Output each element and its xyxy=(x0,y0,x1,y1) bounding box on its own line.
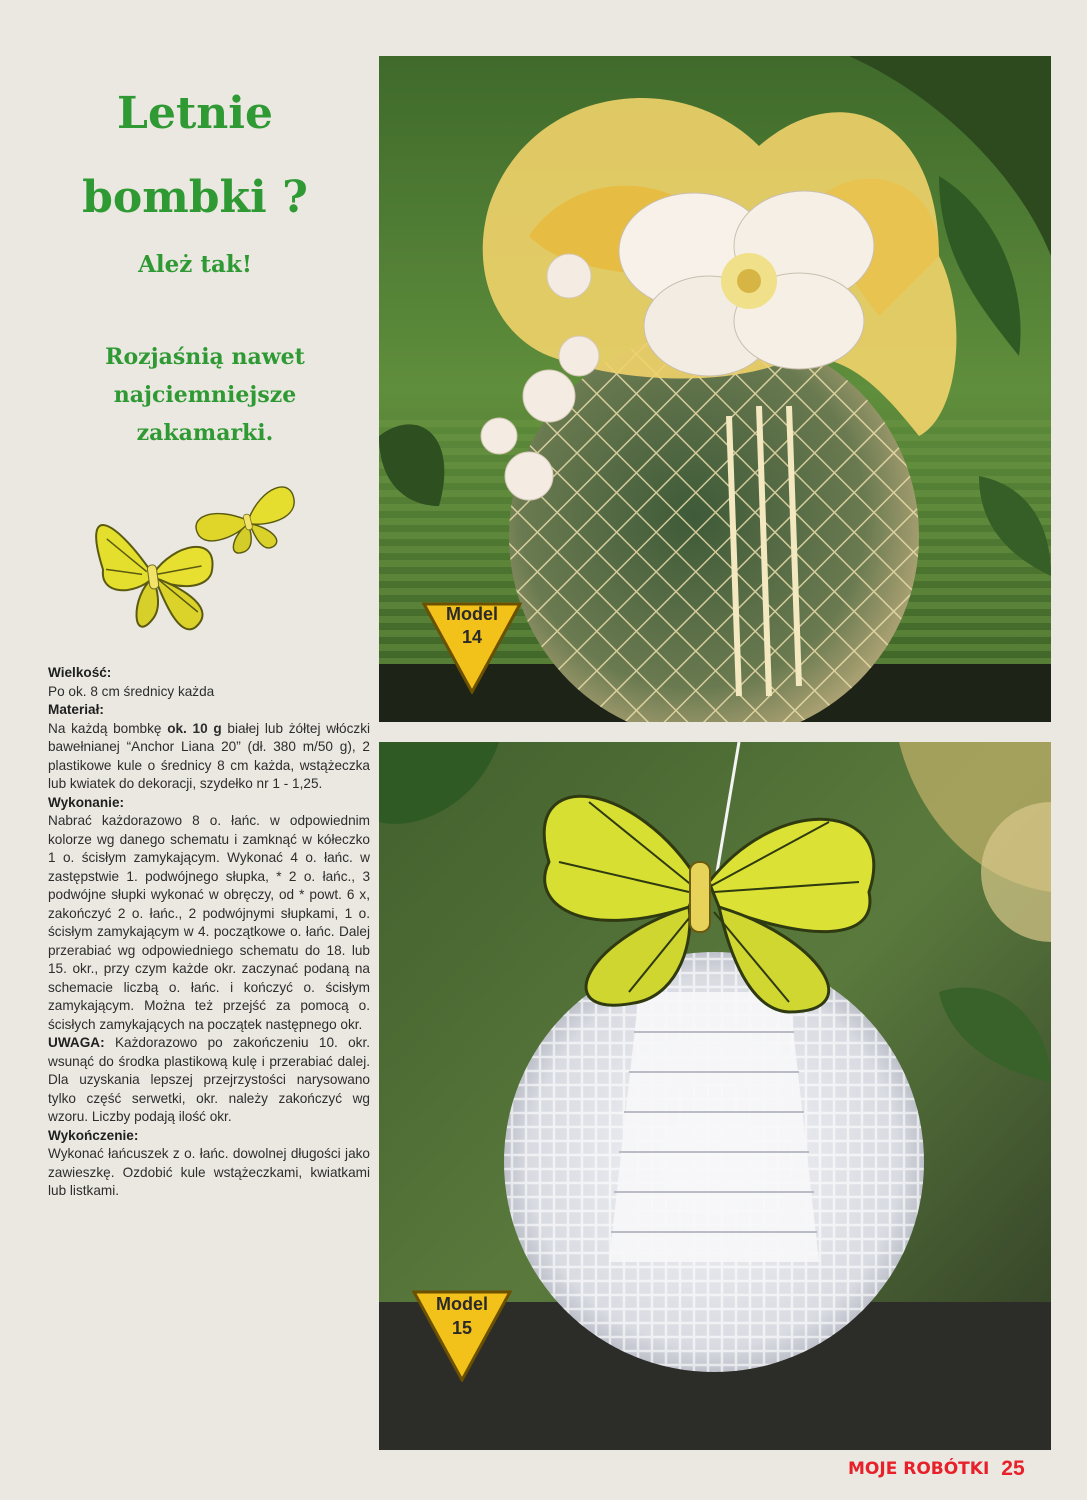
headline-line-1: Letnie xyxy=(117,88,273,139)
material-amount: ok. 10 g xyxy=(167,720,222,736)
finish-text: Wykonać łańcuszek z o. łańc. dowolnej długości jako zawieszkę. Ozdobić kule wstążeczkami, kwiatkami lub listkami. xyxy=(48,1146,370,1198)
model-14-badge xyxy=(422,602,522,694)
execution-label: Wykonanie: xyxy=(48,794,125,810)
note-paragraph xyxy=(48,1034,370,1127)
magazine-name: MOJE ROBÓTKI xyxy=(848,1459,990,1479)
tagline-line-3: zakamarki. xyxy=(136,420,274,446)
material-paragraph xyxy=(48,720,370,794)
text-column xyxy=(0,0,372,1500)
model-14-number: 14 xyxy=(461,627,483,647)
headline-line-2: bombki ? xyxy=(82,172,308,223)
tagline xyxy=(70,338,340,452)
note-label: UWAGA: xyxy=(48,1035,105,1050)
material-text-pre: Na każdą bombkę xyxy=(48,720,168,736)
instructions xyxy=(48,664,370,1201)
material-label: Materiał: xyxy=(48,702,104,717)
model-15-label: Model xyxy=(436,1294,488,1314)
size-label: Wielkość: xyxy=(48,665,112,680)
material-text-post: białej lub żółtej włóczki bawełnianej “Anchor Liana 20” (dł. 380 m/50 g), 2 plastikowe kule o średnicy 8 cm każda, wstążeczka lub kwiatek do dekoracji, szydełko nr 1 - 1,25. xyxy=(48,720,371,791)
subheading: Ależ tak! xyxy=(138,251,252,278)
execution-text: Nabrać każdorazowo 8 o. łańc. w odpowiednim kolorze wg danego schematu i zamknąć w kółeczko 1 o. ścisłym zamykającym. Wykonać 4 o. łańc. w zastępstwie 1. podwójnego słupka, * 2 o. łańc., 3 podwójne słupki wykonać w obręczy, od * powt. 6 x, zakończyć 2 o. łańc., 2 podwójnymi słupkami, 1 o. ścisłym zamykającym w 4. początkowe o. łańc. Dalej przerabiać wg odpowiedniego schematu do 18. lub 15. okr., przy czym każde okr. zaczynać podaną na schemacie liczbą o. łańc. i kończyć o. ścisłym zamykającym. Można też przejść za pomocą o. ścisłych zamykających na początek następnego okr. xyxy=(48,813,370,1032)
note-text: Każdorazowo po zakończeniu 10. okr. wsunąć do środka plastikową kulę i przerabiać dalej. Dla uzyskania lepszej przejrzystości narysowano tylko część serwetki, okr. należy zakończyć wg wzoru. Liczby podają ilość okr. xyxy=(48,1035,370,1124)
model-14-label: Model xyxy=(446,604,498,624)
page-number: 25 xyxy=(1001,1457,1025,1480)
model-15-number: 15 xyxy=(451,1318,473,1338)
butterflies-illustration xyxy=(92,478,312,648)
finish-label: Wykończenie: xyxy=(48,1127,139,1143)
tagline-line-2: najciemniejsze xyxy=(113,382,297,408)
headline xyxy=(60,72,330,240)
model-15-badge xyxy=(412,1290,512,1382)
tagline-line-1: Rozjaśnią nawet xyxy=(105,344,305,370)
size-text: Po ok. 8 cm średnicy każda xyxy=(48,683,215,699)
page-footer xyxy=(848,1453,1048,1485)
